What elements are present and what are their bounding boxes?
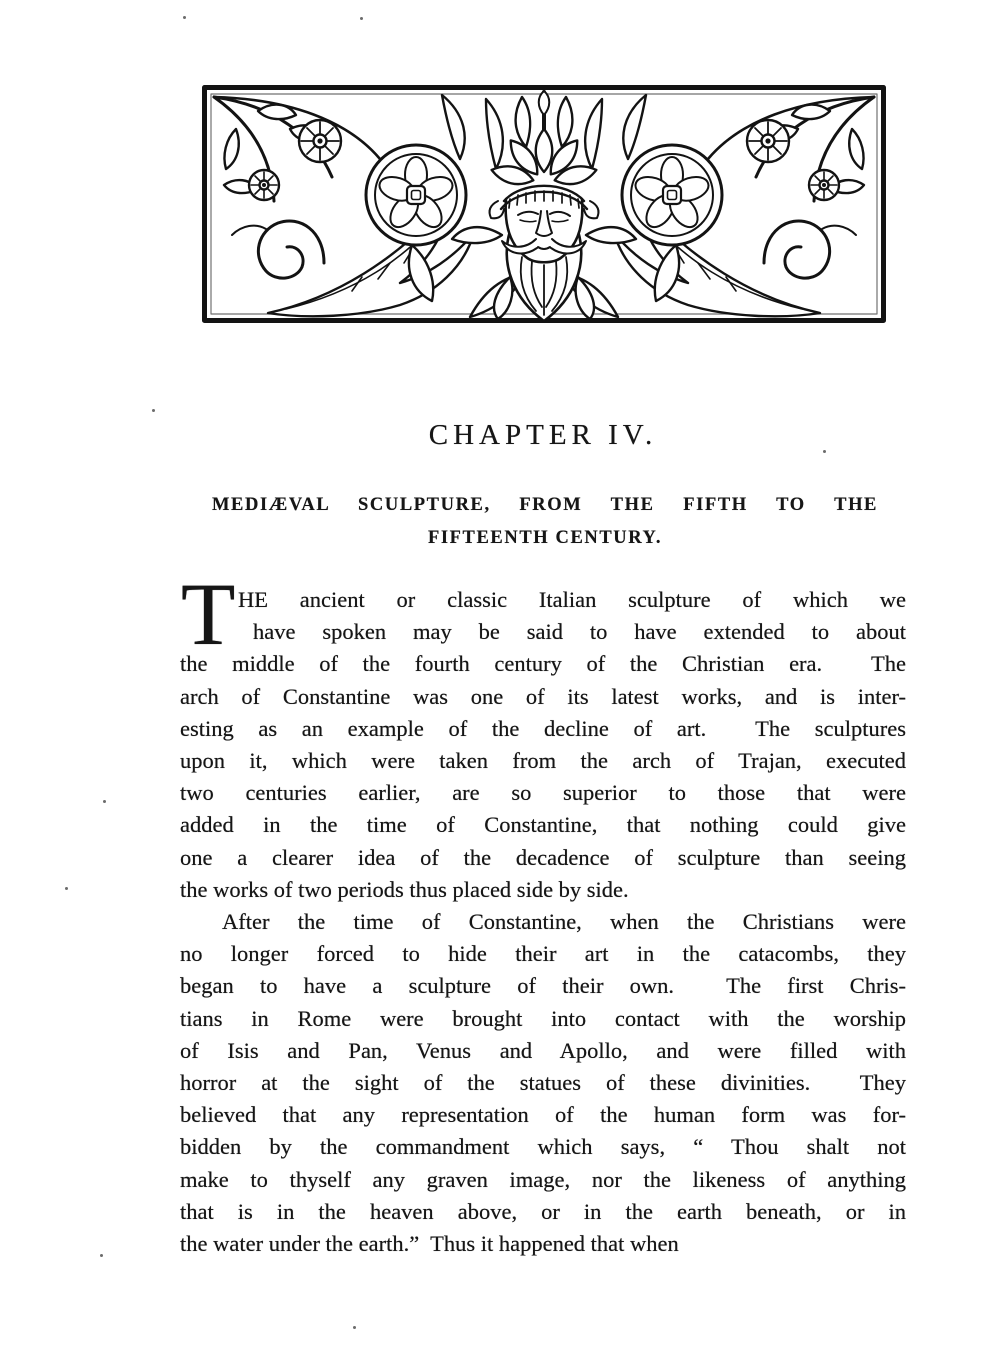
drop-cap: T [181, 566, 236, 664]
text-line: of Isis and Pan, Venus and Apollo, and were filled with [180, 1037, 906, 1063]
scan-speck [103, 800, 106, 803]
text-line: FIFTEENTH CENTURY. [427, 528, 663, 548]
text-line: no longer forced to hide their art in the catacombs, they [180, 941, 906, 967]
text-line: two centuries earlier, are so superior to those that were [180, 780, 906, 806]
text-line: arch of Constantine was one of its latest works, and is inter- [180, 683, 906, 709]
text-line: bidden by the commandment which says, “ Thou shalt not [180, 1134, 906, 1160]
chapter-heading: CHAPTER IV. [428, 419, 658, 451]
text-line: tians in Rome were brought into contact with the worship [180, 1005, 906, 1031]
chapter-subtitle [212, 489, 878, 555]
text-line: MEDIÆVAL SCULPTURE, FROM THE FIFTH TO THE [212, 495, 878, 515]
text-line: After the time of Constantine, when the Christians were [222, 909, 906, 935]
scan-speck [65, 887, 68, 890]
text-line: horror at the sight of the statues of these divinities. They [180, 1070, 906, 1096]
text-line: esting as an example of the decline of art. The sculptures [180, 715, 906, 741]
text-line: believed that any representation of the human form was for- [180, 1102, 906, 1128]
scan-speck [183, 16, 186, 19]
text-line: have spoken may be said to have extended to about [253, 619, 906, 645]
text-line: the works of two periods thus placed side by side. [180, 876, 629, 902]
scan-speck [360, 17, 363, 20]
text-line: the water under the earth.” Thus it happened that when [180, 1231, 679, 1257]
text-line: the middle of the fourth century of the Christian era. The [180, 651, 906, 677]
text-line: that is in the heaven above, or in the earth beneath, or in [180, 1198, 906, 1224]
text-line: one a clearer idea of the decadence of sculpture than seeing [180, 844, 906, 870]
paragraph-2 [180, 906, 906, 1260]
scan-speck [353, 1326, 356, 1329]
text-line: HE ancient or classic Italian sculpture of which we [238, 587, 906, 612]
foliate-mask-headpiece-icon [202, 85, 886, 323]
text-line: upon it, which were taken from the arch of Trajan, executed [180, 748, 906, 774]
header-ornament-engraving [202, 85, 886, 323]
text-line: added in the time of Constantine, that nothing could give [180, 812, 906, 838]
scan-speck [152, 409, 155, 412]
scan-speck [100, 1254, 103, 1257]
paragraph-1 [180, 584, 906, 906]
scan-speck [823, 450, 826, 453]
body-text [180, 584, 906, 1260]
text-line: make to thyself any graven image, nor the likeness of anything [180, 1166, 906, 1192]
text-line: began to have a sculpture of their own. The first Chris- [180, 973, 906, 999]
